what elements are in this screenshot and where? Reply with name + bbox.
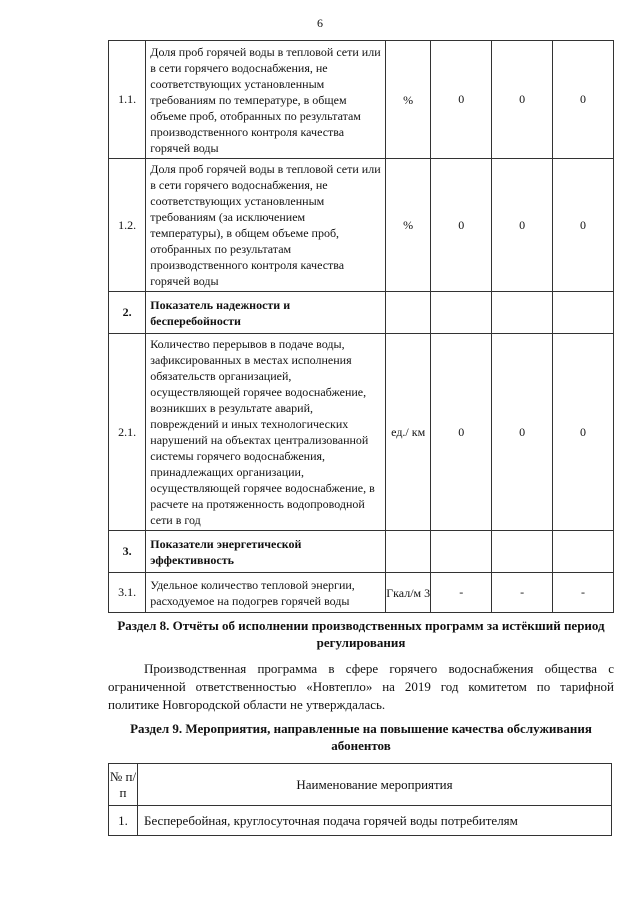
section-number: 2.	[109, 292, 146, 334]
row-value-2: 0	[492, 41, 553, 159]
section-8-paragraph: Производственная программа в сфере горячего водоснабжения общества с ограниченной ответственностью «Новтепло» на 2019 год комитетом по тарифной политике Новгородской области не утверждалась.	[108, 661, 614, 712]
row-number: 2.1.	[109, 334, 146, 531]
row-indicator-text: Количество перерывов в подаче воды, зафиксированных в местах исполнения обязательств организацией, осуществляющей горячее водоснабжение, возникших в результате аварий, повреждений и иных технологических нарушений на объектах централизованной системы горячего водоснабжения, принадлежащих организации, осуществляющей горячее водоснабжение, в расчете на протяженность водопроводной сети в год	[146, 334, 386, 531]
row-value-1: 0	[431, 159, 492, 292]
table-row	[109, 573, 614, 613]
row-unit: %	[386, 41, 431, 159]
row-unit	[386, 531, 431, 573]
section-9-heading: Раздел 9. Мероприятия, направленные на повышение качества обслуживания абонентов	[130, 721, 592, 753]
table-row	[109, 334, 614, 531]
row-value-2	[492, 292, 553, 334]
section-title: Показатели энергетической эффективность	[146, 531, 386, 573]
row-number: 1.1.	[109, 41, 146, 159]
row-value-3	[553, 292, 614, 334]
row-value-3: 0	[553, 159, 614, 292]
table-row	[109, 41, 614, 159]
row-measure-name: Бесперебойная, круглосуточная подача горячей воды потребителям	[138, 806, 612, 836]
table-section-row	[109, 531, 614, 573]
row-unit: %	[386, 159, 431, 292]
row-value-1: 0	[431, 334, 492, 531]
row-number: 3.1.	[109, 573, 146, 613]
row-value-1: 0	[431, 41, 492, 159]
table-row	[109, 159, 614, 292]
row-value-2: 0	[492, 334, 553, 531]
row-unit: Гкал/м 3	[386, 573, 431, 613]
row-value-3: 0	[553, 334, 614, 531]
row-value-3: 0	[553, 41, 614, 159]
column-header-number: № п/п	[109, 764, 138, 806]
row-value-3	[553, 531, 614, 573]
section-number: 3.	[109, 531, 146, 573]
row-unit	[386, 292, 431, 334]
indicators-table	[108, 40, 614, 613]
row-value-3: -	[553, 573, 614, 613]
table-row	[109, 806, 612, 836]
row-value-1	[431, 292, 492, 334]
row-indicator-text: Доля проб горячей воды в тепловой сети или в сети горячего водоснабжения, не соответствующих установленным требованиям по температуре, в общем объеме проб, отобранных по результатам производственного контроля качества горячей воды	[146, 41, 386, 159]
measures-table	[108, 763, 612, 836]
section-title: Показатель надежности и бесперебойности	[146, 292, 386, 334]
table-section-row	[109, 292, 614, 334]
row-value-1: -	[431, 573, 492, 613]
row-value-2: 0	[492, 159, 553, 292]
row-unit: ед./ км	[386, 334, 431, 531]
row-number: 1.2.	[109, 159, 146, 292]
row-number: 1.	[109, 806, 138, 836]
section-8-heading: Раздел 8. Отчёты об исполнении производственных программ за истёкший период регулирования	[117, 618, 605, 650]
row-value-2: -	[492, 573, 553, 613]
row-indicator-text: Доля проб горячей воды в тепловой сети или в сети горячего водоснабжения, не соответствующих установленным требованиям (за исключением температуры), в общем объеме проб, отобранных по результатам производственного контроля качества горячей воды	[146, 159, 386, 292]
table-header-row	[109, 764, 612, 806]
page-number: 6	[317, 16, 323, 30]
row-value-1	[431, 531, 492, 573]
row-indicator-text: Удельное количество тепловой энергии, расходуемое на подогрев горячей воды	[146, 573, 386, 613]
row-value-2	[492, 531, 553, 573]
column-header-name: Наименование мероприятия	[138, 764, 612, 806]
